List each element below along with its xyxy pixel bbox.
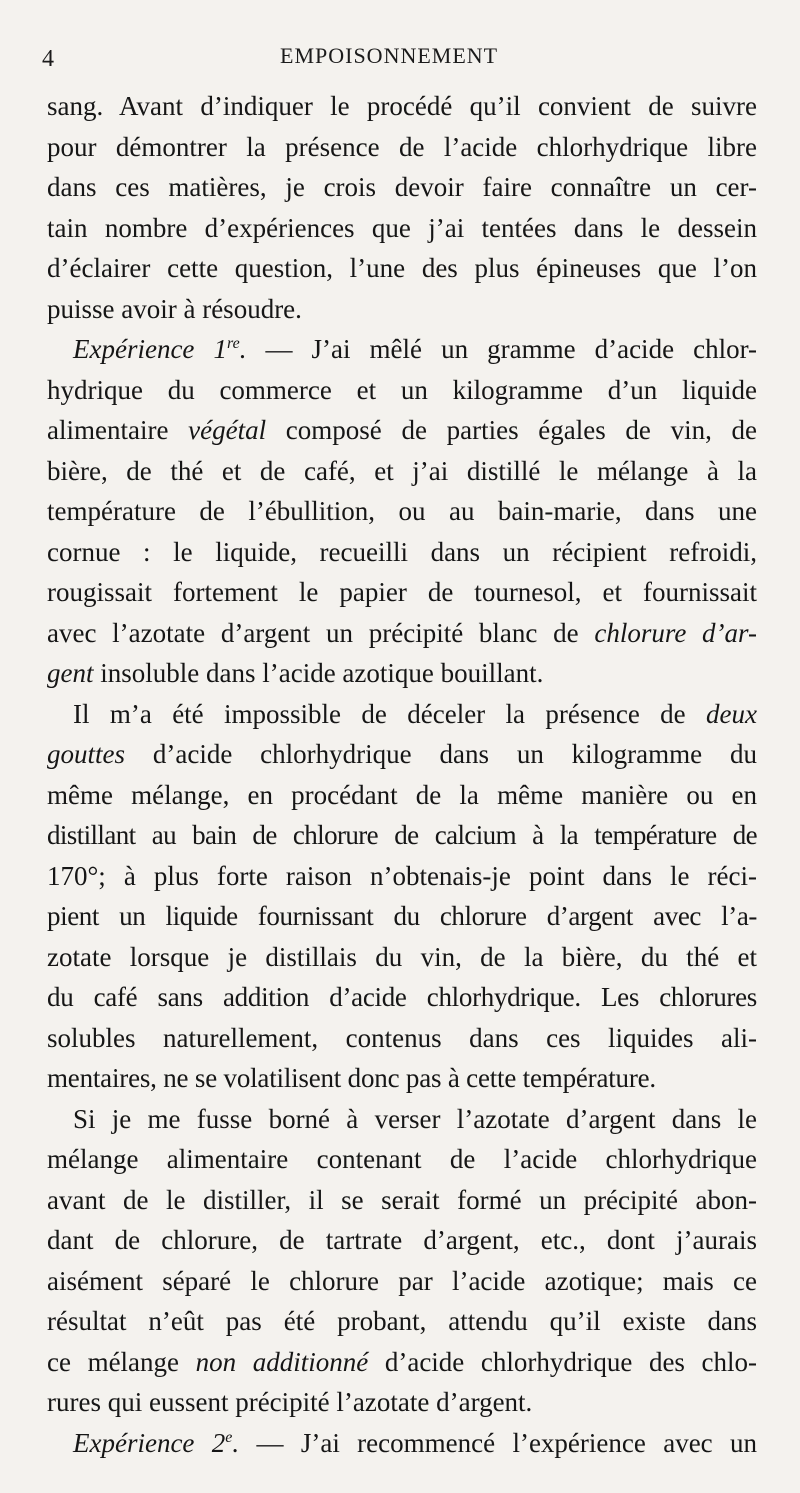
text-line: 170°; à plus forte raison n’obtenais-je point dans le réci- [47, 860, 757, 891]
experience-heading: Expérience 2e. [73, 1427, 240, 1458]
text-line: ce mélange non additionné d’acide chlorhydrique des chlo- [47, 1346, 758, 1377]
text-line: gent insoluble dans l’acide azotique bouillant. [47, 658, 544, 688]
text-line: zotate lorsque je distillais du vin, de la bière, du thé et [47, 941, 757, 972]
text-line: sang. Avant d’indiquer le procédé qu’il convient de suivre [47, 91, 757, 121]
text-line: tain nombre d’expériences que j’ai tentées dans le dessein [47, 212, 757, 243]
text-line: Expérience 1re. — J’ai mêlé un gramme d’acide chlor- [73, 334, 758, 364]
text-line: avec l’azotate d’argent un précipité blanc de chlorure d’ar- [47, 617, 758, 648]
text-line: aisément séparé le chlorure par l’acide azotique; mais ce [47, 1265, 757, 1296]
text-line: Si je me fusse borné à verser l’azotate d’argent dans le [73, 1103, 757, 1134]
text-line: avant de le distiller, il se serait formé un précipité abon- [47, 1184, 757, 1215]
text-line: Il m’a été impossible de déceler la présence de deux [73, 698, 758, 729]
experience-heading: Expérience 1re. [73, 334, 247, 364]
italic-term: non additionné [195, 1346, 369, 1377]
text-line: température de l’ébullition, ou au bain-marie, dans une [47, 496, 757, 526]
running-head [42, 40, 762, 80]
text-line: rures qui eussent précipité l’azotate d’argent. [47, 1387, 533, 1417]
text-line: résultat n’eût pas été probant, attendu qu’il existe dans [47, 1306, 757, 1336]
text-line: d’éclairer cette question, l’une des plus épineuses que l’on [47, 253, 757, 283]
text-line: Expérience 2e. — J’ai recommencé l’expérience avec un [73, 1427, 758, 1458]
text-line: cornue : le liquide, recueilli dans un récipient refroidi, [47, 536, 757, 567]
text-line: bière, de thé et de café, et j’ai distillé le mélange à la [47, 455, 757, 486]
italic-term: végétal [188, 415, 267, 445]
text-line: dant de chlorure, de tartrate d’argent, etc., dont j’aurais [47, 1225, 757, 1255]
text-line: pient un liquide fournissant du chlorure d’argent avec l’a- [47, 901, 757, 931]
running-title: EMPOISONNEMENT [280, 43, 499, 68]
text-line: distillant au bain de chlorure de calcium à la température de [47, 820, 757, 850]
italic-term: chlorure d’ar- [594, 617, 758, 648]
page-number: 4 [42, 46, 54, 72]
text-line: gouttes d’acide chlorhydrique dans un kilogramme du [47, 739, 757, 769]
text-line: rougissait fortement le papier de tournesol, et fournissait [47, 577, 757, 607]
text-line: mélange alimentaire contenant de l’acide chlorhydrique [47, 1144, 757, 1174]
text-line: solubles naturellement, contenus dans ces liquides ali- [47, 1022, 757, 1053]
body-text [47, 86, 757, 1463]
text-line: pour démontrer la présence de l’acide chlorhydrique libre [47, 131, 757, 162]
italic-term: gent [47, 658, 94, 688]
text-line: dans ces matières, je crois devoir faire connaître un cer- [47, 172, 757, 202]
text-line: du café sans addition d’acide chlorhydrique. Les chlorures [47, 982, 757, 1012]
italic-term: gouttes [47, 739, 125, 769]
text-line: même mélange, en procédant de la même manière ou en [47, 779, 757, 810]
text-line: mentaires, ne se volatilisent donc pas à cette température. [47, 1063, 656, 1093]
text-line: alimentaire végétal composé de parties égales de vin, de [47, 415, 758, 445]
text-line: hydrique du commerce et un kilogramme d’un liquide [47, 374, 757, 405]
italic-term: deux [706, 698, 758, 729]
text-line: puisse avoir à résoudre. [47, 293, 302, 324]
